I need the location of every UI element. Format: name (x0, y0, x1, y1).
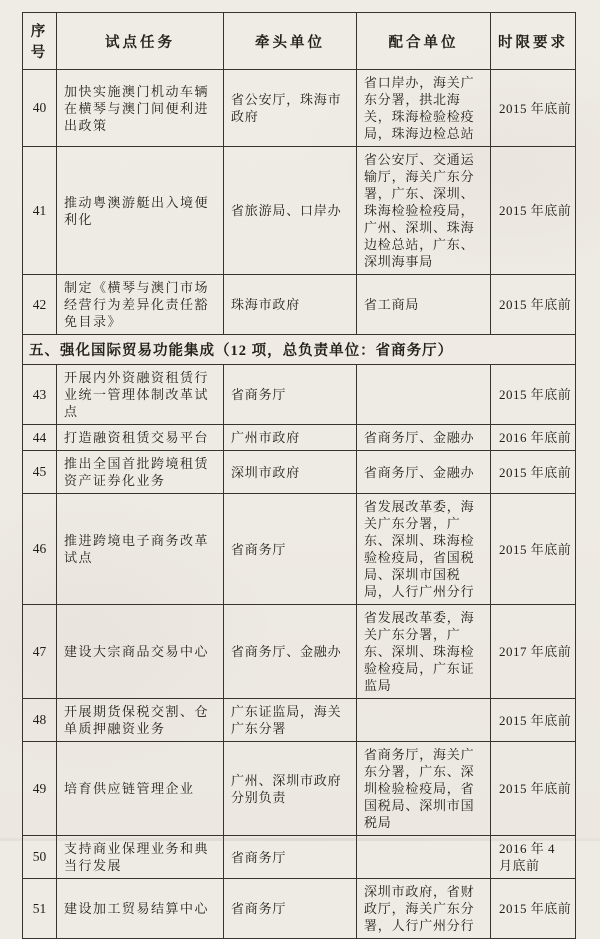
cell-support-unit: 省公安厅、交通运输厅，海关广东分署，广东、深圳、珠海检验检疫局，广州、深圳、珠海边检总站，广东、深圳海事局 (357, 147, 491, 275)
column-header: 牵头单位 (224, 13, 357, 70)
table-row (23, 451, 576, 494)
cell-sequence-number: 44 (23, 425, 57, 451)
cell-sequence-number: 51 (23, 879, 57, 939)
cell-deadline: 2015 年底前 (491, 275, 576, 335)
cell-support-unit: 省商务厅，海关广东分署，广东、深圳检验检疫局，省国税局、深圳市国税局 (357, 742, 491, 836)
cell-sequence-number: 41 (23, 147, 57, 275)
cell-deadline: 2015 年底前 (491, 699, 576, 742)
cell-lead-unit: 珠海市政府 (224, 275, 357, 335)
cell-pilot-task: 开展内外资融资租赁行业统一管理体制改革试点 (57, 365, 224, 425)
column-header: 配合单位 (357, 13, 491, 70)
section-row (23, 335, 576, 365)
cell-pilot-task: 培育供应链管理企业 (57, 742, 224, 836)
cell-support-unit: 省商务厅、金融办 (357, 451, 491, 494)
cell-lead-unit: 省商务厅 (224, 879, 357, 939)
cell-support-unit: 省商务厅、金融办 (357, 425, 491, 451)
cell-pilot-task: 开展期货保税交割、仓单质押融资业务 (57, 699, 224, 742)
pilot-tasks-table (22, 12, 576, 939)
cell-sequence-number: 42 (23, 275, 57, 335)
cell-lead-unit: 广州市政府 (224, 425, 357, 451)
table-row (23, 147, 576, 275)
cell-sequence-number: 43 (23, 365, 57, 425)
cell-lead-unit: 省商务厅 (224, 836, 357, 879)
cell-lead-unit: 省商务厅、金融办 (224, 605, 357, 699)
cell-sequence-number: 48 (23, 699, 57, 742)
cell-sequence-number: 40 (23, 70, 57, 147)
cell-support-unit: 深圳市政府，省财政厅，海关广东分署，人行广州分行 (357, 879, 491, 939)
cell-deadline: 2016 年 4 月底前 (491, 836, 576, 879)
cell-sequence-number: 47 (23, 605, 57, 699)
cell-deadline: 2015 年底前 (491, 147, 576, 275)
header-row (23, 13, 576, 70)
cell-lead-unit: 深圳市政府 (224, 451, 357, 494)
cell-sequence-number: 49 (23, 742, 57, 836)
cell-pilot-task: 打造融资租赁交易平台 (57, 425, 224, 451)
cell-pilot-task: 加快实施澳门机动车辆在横琴与澳门间便利进出政策 (57, 70, 224, 147)
cell-pilot-task: 推动粤澳游艇出入境便利化 (57, 147, 224, 275)
cell-pilot-task: 推进跨境电子商务改革试点 (57, 494, 224, 605)
cell-support-unit (357, 836, 491, 879)
section-label: 五、强化国际贸易功能集成（12 项，总负责单位：省商务厅） (23, 335, 576, 365)
cell-deadline: 2015 年底前 (491, 365, 576, 425)
table-row (23, 605, 576, 699)
cell-pilot-task: 建设加工贸易结算中心 (57, 879, 224, 939)
table-row (23, 70, 576, 147)
table-row (23, 275, 576, 335)
cell-deadline: 2016 年底前 (491, 425, 576, 451)
cell-deadline: 2015 年底前 (491, 879, 576, 939)
cell-lead-unit: 省公安厅，珠海市政府 (224, 70, 357, 147)
cell-support-unit: 省发展改革委，海关广东分署，广东、深圳、珠海检验检疫局，省国税局、深圳市国税局，人行广州分行 (357, 494, 491, 605)
cell-deadline: 2015 年底前 (491, 70, 576, 147)
table-body (23, 70, 576, 939)
cell-lead-unit: 广东证监局，海关广东分署 (224, 699, 357, 742)
column-header: 时限要求 (491, 13, 576, 70)
cell-deadline: 2015 年底前 (491, 742, 576, 836)
table-row (23, 742, 576, 836)
cell-support-unit: 省口岸办，海关广东分署，拱北海关，珠海检验检疫局，珠海边检总站 (357, 70, 491, 147)
cell-lead-unit: 省商务厅 (224, 494, 357, 605)
cell-pilot-task: 支持商业保理业务和典当行发展 (57, 836, 224, 879)
cell-support-unit: 省工商局 (357, 275, 491, 335)
cell-deadline: 2017 年底前 (491, 605, 576, 699)
cell-pilot-task: 推出全国首批跨境租赁资产证券化业务 (57, 451, 224, 494)
cell-sequence-number: 50 (23, 836, 57, 879)
cell-lead-unit: 省商务厅 (224, 365, 357, 425)
cell-support-unit: 省发展改革委，海关广东分署，广东、深圳、珠海检验检疫局，广东证监局 (357, 605, 491, 699)
column-header: 序号 (23, 13, 57, 70)
cell-support-unit (357, 699, 491, 742)
cell-deadline: 2015 年底前 (491, 451, 576, 494)
cell-sequence-number: 45 (23, 451, 57, 494)
cell-sequence-number: 46 (23, 494, 57, 605)
cell-lead-unit: 省旅游局、口岸办 (224, 147, 357, 275)
table-row (23, 879, 576, 939)
cell-support-unit (357, 365, 491, 425)
table-row (23, 365, 576, 425)
table-row (23, 836, 576, 879)
table-header (23, 13, 576, 70)
cell-deadline: 2015 年底前 (491, 494, 576, 605)
cell-pilot-task: 建设大宗商品交易中心 (57, 605, 224, 699)
column-header: 试点任务 (57, 13, 224, 70)
table-row (23, 494, 576, 605)
cell-lead-unit: 广州、深圳市政府分别负责 (224, 742, 357, 836)
cell-pilot-task: 制定《横琴与澳门市场经营行为差异化责任豁免目录》 (57, 275, 224, 335)
table-row (23, 699, 576, 742)
table-row (23, 425, 576, 451)
